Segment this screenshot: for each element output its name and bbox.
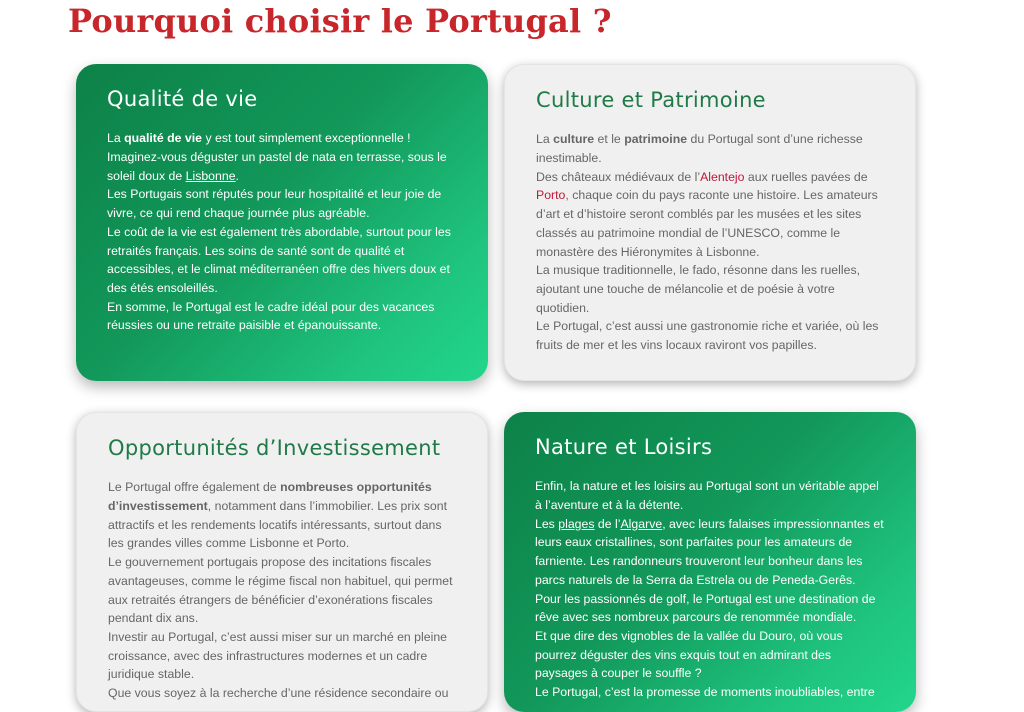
card-investissement xyxy=(76,412,488,712)
card-paragraph: Pour les passionnés de golf, le Portugal est une destination de rêve avec ses nombreux parcours de renommée mondiale. xyxy=(535,591,876,625)
card-title: Qualité de vie xyxy=(107,87,258,111)
plages-link[interactable]: plages xyxy=(558,516,595,531)
card-paragraph: Enfin, la nature et les loisirs au Portugal sont un véritable appel à l’aventure et à la détente. xyxy=(535,479,879,512)
alentejo-link[interactable]: Alentejo xyxy=(700,169,745,184)
card-paragraph: La qualité de vie y est tout simplement exceptionnelle ! xyxy=(107,131,411,146)
card-paragraph: Le Portugal, c’est la promesse de moments inoubliables, entre xyxy=(535,685,875,700)
algarve-link[interactable]: Algarve xyxy=(620,516,663,531)
card-paragraph: Les plages de l’Algarve, avec leurs falaises impressionnantes et leurs eaux cristallines, sont parfaites pour les amateurs de farniente. Les randonneurs trouveront leur bonheur dans les parcs naturels de la Serra da Estrela ou de Peneda-Gerês. xyxy=(535,516,884,587)
card-paragraph: Investir au Portugal, c’est aussi miser sur un marché en pleine croissance, avec des infrastructures modernes et un cadre juridique stable. xyxy=(108,629,448,682)
card-paragraph: Et que dire des vignobles de la vallée du Douro, où vous pourrez déguster des vins exquis tout en admirant des paysages à couper le souffle ? xyxy=(535,628,843,681)
card-title: Opportunités d’Investissement xyxy=(108,436,441,460)
lisbonne-link[interactable]: Lisbonne xyxy=(185,168,236,183)
porto-link[interactable]: Porto xyxy=(536,188,566,203)
card-paragraph: En somme, le Portugal est le cadre idéal pour des vacances réussies ou une retraite paisible et épanouissante. xyxy=(107,299,435,333)
card-paragraph: La culture et le patrimoine du Portugal sont d’une richesse inestimable. xyxy=(536,132,863,165)
page-title: Pourquoi choisir le Portugal ? xyxy=(68,2,612,40)
card-paragraph: Que vous soyez à la recherche d’une résidence secondaire ou xyxy=(108,686,449,701)
card-nature-loisirs xyxy=(504,412,916,712)
card-title: Culture et Patrimoine xyxy=(536,88,766,112)
card-paragraph: Imaginez-vous déguster un pastel de nata en terrasse, sous le soleil doux de Lisbonne. xyxy=(107,150,447,183)
card-paragraph: Le Portugal offre également de nombreuses opportunités d’investissement, notamment dans l’immobilier. Les prix sont attractifs et les rendements locatifs intéressants, surtout dans les grandes villes comme Lisbonne et Porto. xyxy=(108,480,447,551)
card-paragraph: Les Portugais sont réputés pour leur hospitalité et leur joie de vivre, ce qui rend chaque journée plus agréable. xyxy=(107,187,442,221)
card-paragraph: La musique traditionnelle, le fado, résonne dans les ruelles, ajoutant une touche de mélancolie et de poésie à votre quotidien. xyxy=(536,263,861,315)
card-paragraph: Le gouvernement portugais propose des incitations fiscales avantageuses, comme le régime fiscal non habituel, qui permet aux retraités étrangers de bénéficier d’exonérations fiscales pendant dix ans. xyxy=(108,555,453,626)
card-paragraph: Le coût de la vie est également très abordable, surtout pour les retraités français. Les soins de santé sont de qualité et accessibles, et le climat méditerranéen offre des hivers doux et des étés ensoleillés. xyxy=(107,224,451,295)
card-title: Nature et Loisirs xyxy=(535,435,713,459)
card-paragraph: Le Portugal, c’est aussi une gastronomie riche et variée, où les fruits de mer et les vins locaux raviront vos papilles. xyxy=(536,319,879,353)
card-qualite-de-vie xyxy=(76,64,488,381)
card-paragraph: Des châteaux médiévaux de l’Alentejo aux ruelles pavées de Porto, chaque coin du pays raconte une histoire. Les amateurs d’art et d’histoire seront comblés par les musées et les sites classés au patrimoine mondial de l’UNESCO, comme le monastère des Hiéronymites à Lisbonne. xyxy=(536,169,878,259)
card-culture-patrimoine xyxy=(504,64,916,381)
